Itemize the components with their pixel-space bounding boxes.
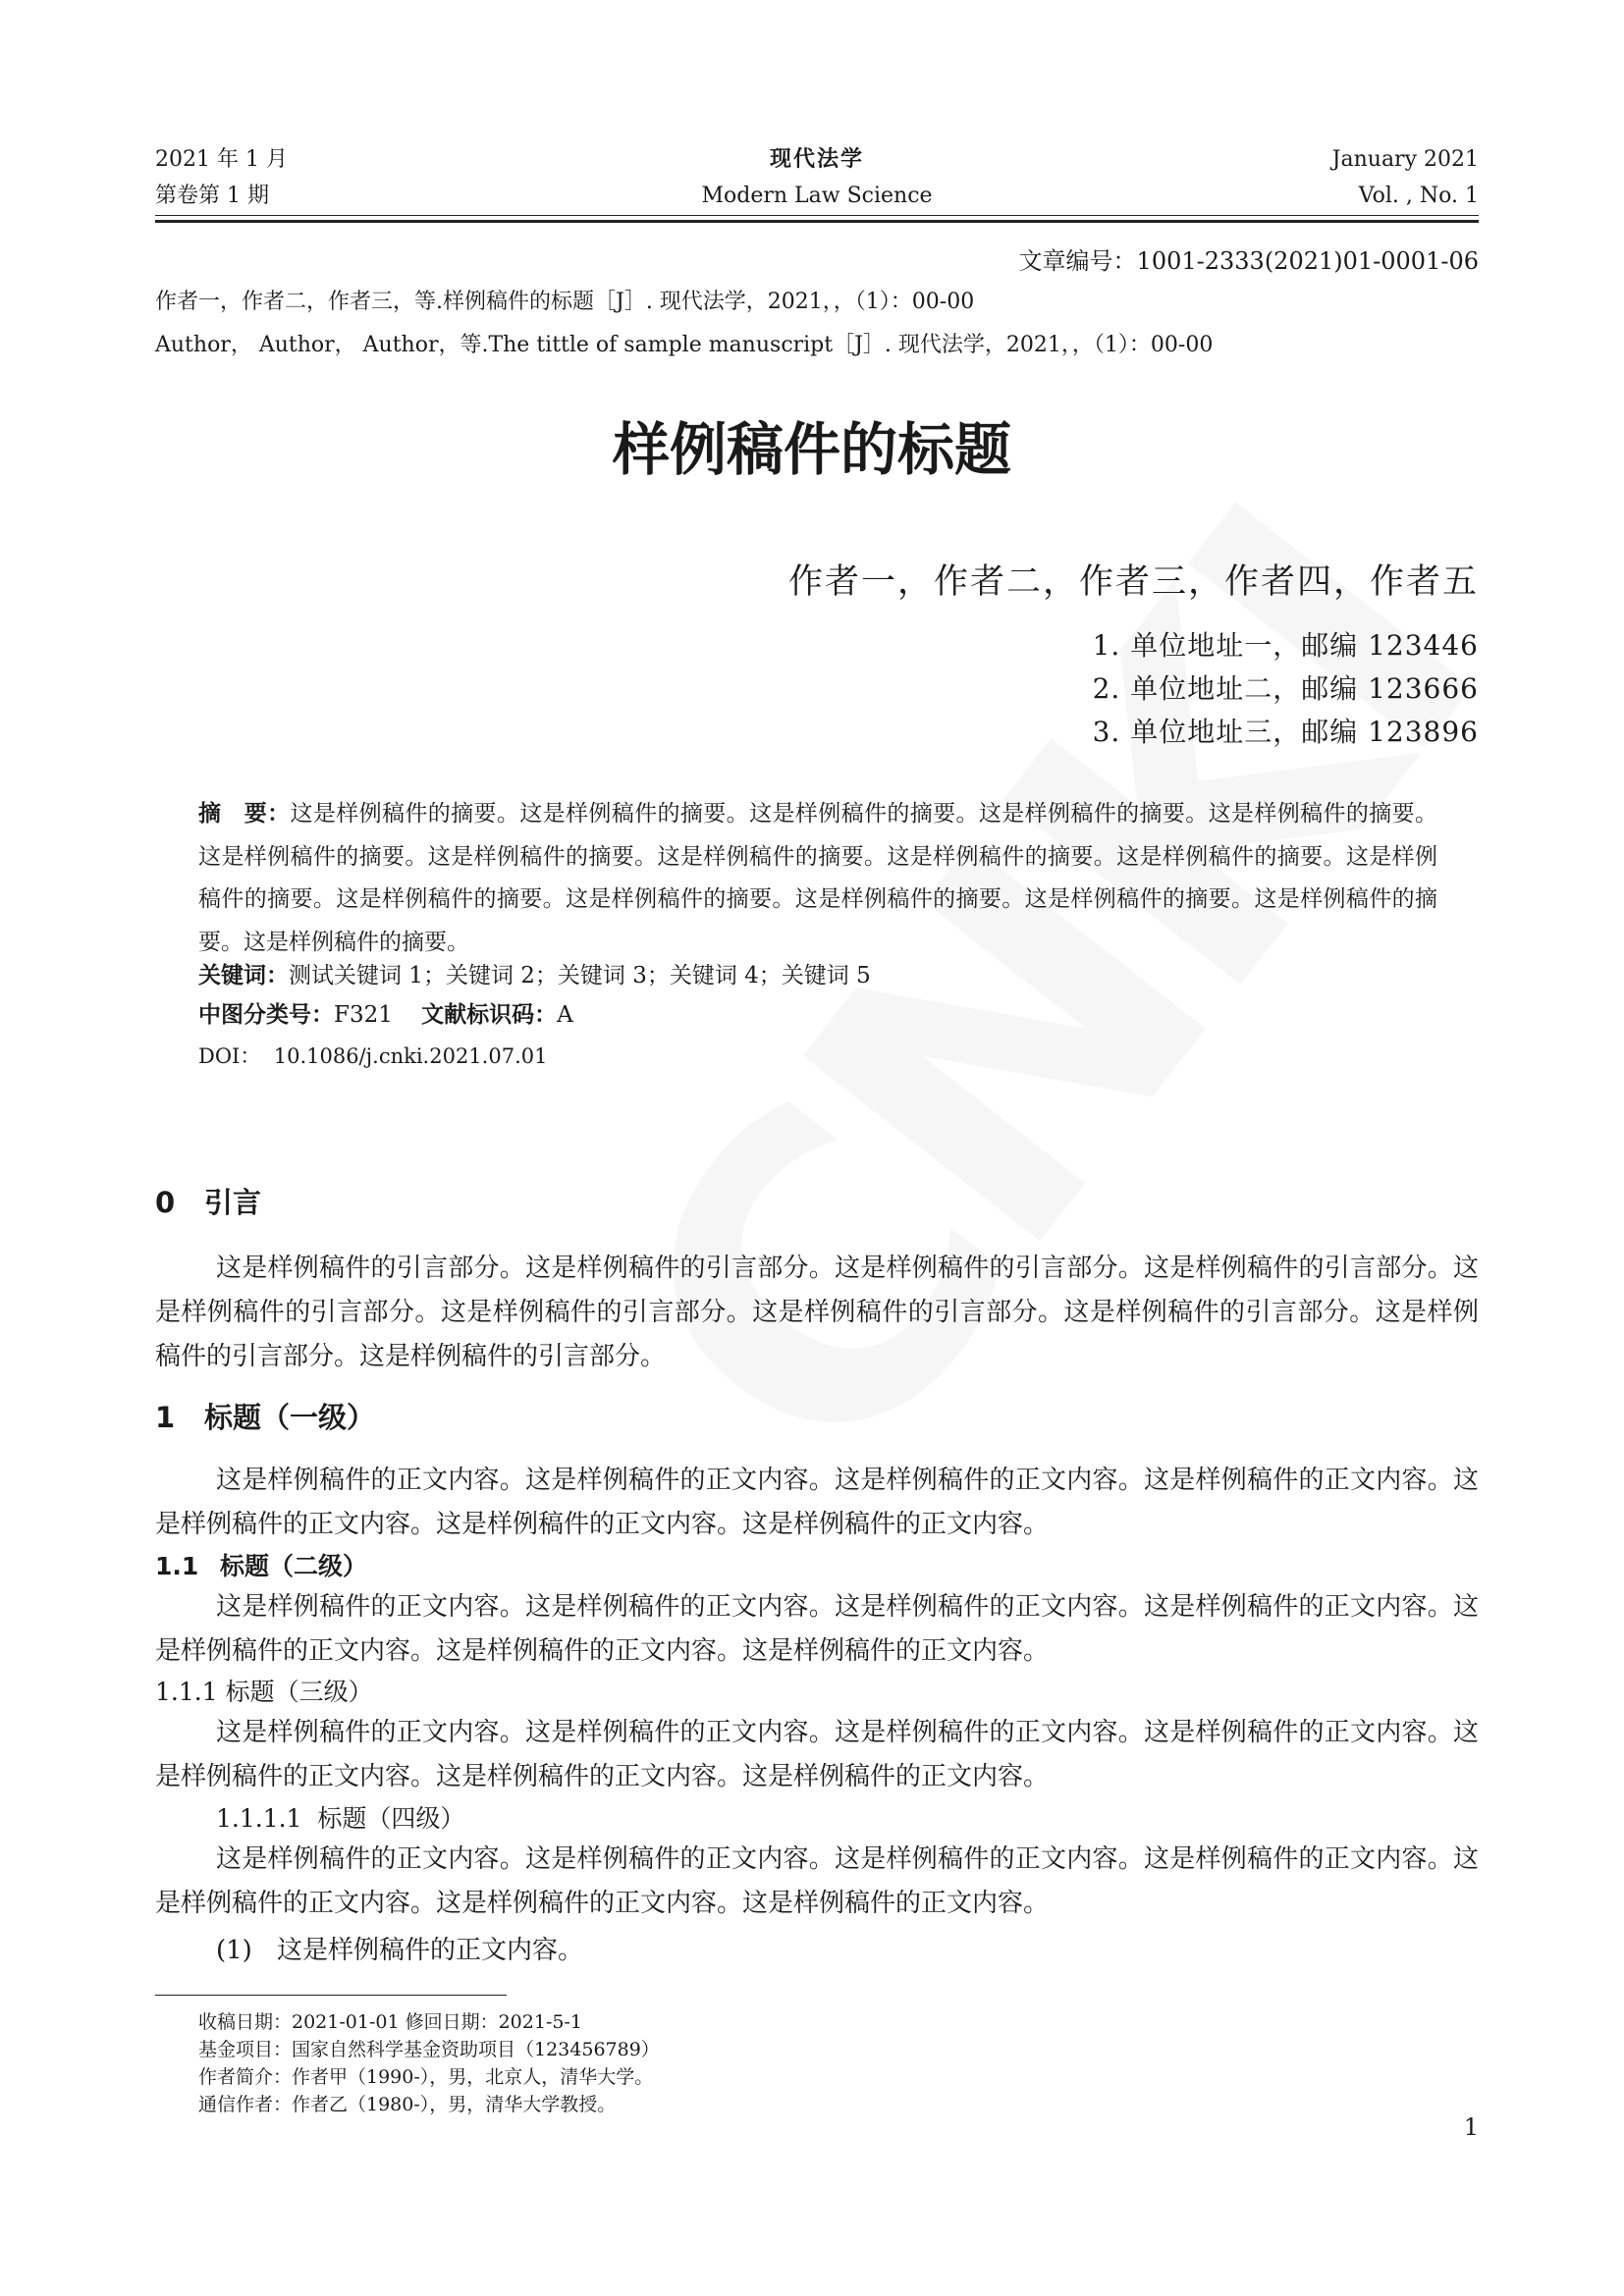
doi-label: DOI： (198, 1044, 261, 1068)
body-paragraph-level-1: 这是样例稿件的正文内容。这是样例稿件的正文内容。这是样例稿件的正文内容。这是样例稿件的正文内容。这是样例稿件的正文内容。这是样例稿件的正文内容。这是样例稿件的正文内容。 (155, 1466, 1479, 1539)
affiliation-1: 1. 单位地址一，邮编 123446 (1092, 629, 1479, 662)
body-paragraph-level-3: 这是样例稿件的正文内容。这是样例稿件的正文内容。这是样例稿件的正文内容。这是样例稿件的正文内容。这是样例稿件的正文内容。这是样例稿件的正文内容。这是样例稿件的正文内容。 (155, 1718, 1479, 1791)
section-heading-level-1 (155, 1398, 375, 1437)
header-journal-en: Modern Law Science (701, 184, 933, 208)
section-title: 标题（三级） (225, 1678, 373, 1706)
keywords-label: 关键词： (198, 963, 289, 988)
page-number: 1 (1463, 2113, 1479, 2141)
page-title: 样例稿件的标题 (612, 416, 1011, 483)
citation-cn: 作者一，作者二，作者三，等.样例稿件的标题［J］. 现代法学，2021，，（1）：00-00 (155, 290, 975, 314)
running-header-row-2 (155, 182, 1479, 211)
section-number: 1 (155, 1401, 176, 1434)
abstract-text: 这是样例稿件的摘要。这是样例稿件的摘要。这是样例稿件的摘要。这是样例稿件的摘要。这是样例稿件的摘要。这是样例稿件的摘要。这是样例稿件的摘要。这是样例稿件的摘要。这是样例稿件的摘要。这是样例稿件的摘要。这是样例稿件的摘要。这是样例稿件的摘要。这是样例稿件的摘要。这是样例稿件的摘要。这是样例稿件的摘要。这是样例稿件的摘要。这是样例稿件的摘要。 (198, 801, 1438, 955)
running-header-row-1 (155, 145, 1479, 175)
intro-paragraph: 这是样例稿件的引言部分。这是样例稿件的引言部分。这是样例稿件的引言部分。这是样例稿件的引言部分。这是样例稿件的引言部分。这是样例稿件的引言部分。这是样例稿件的引言部分。这是样例稿件的引言部分。这是样例稿件的引言部分。这是样例稿件的引言部分。 (155, 1254, 1479, 1371)
doi-value: 10.1086/j.cnki.2021.07.01 (273, 1044, 548, 1068)
affiliation-3: 3. 单位地址三，邮编 123896 (1092, 716, 1479, 748)
header-rule-thick (155, 220, 1479, 223)
article-number (1019, 245, 1479, 277)
clc-label: 中图分类号： (198, 1002, 334, 1028)
section-number: 1.1.1.1 (216, 1804, 302, 1833)
doc-code-value: A (557, 1002, 573, 1028)
article-number-label: 文章编号： (1018, 247, 1137, 275)
clc-value: F321 (334, 1002, 393, 1028)
affiliation-2: 2. 单位地址二，邮编 123666 (1092, 672, 1479, 705)
footnote-author-bio: 作者简介：作者甲（1990-），男，北京人，清华大学。 (198, 2066, 654, 2088)
header-issue-en: Vol. , No. 1 (1358, 184, 1479, 208)
section-heading-level-4 (216, 1801, 464, 1837)
list-item-text: 这是样例稿件的正文内容。 (277, 1936, 584, 1965)
section-heading-intro (155, 1183, 261, 1222)
section-number: 1.1 (155, 1552, 199, 1580)
section-title: 标题（四级） (317, 1804, 465, 1833)
footnote-received: 收稿日期：2021-01-01 修回日期：2021-5-1 (198, 2011, 582, 2033)
author-list: 作者一，作者二，作者三，作者四，作者五 (787, 562, 1479, 602)
body-paragraph-level-2: 这是样例稿件的正文内容。这是样例稿件的正文内容。这是样例稿件的正文内容。这是样例稿件的正文内容。这是样例稿件的正文内容。这是样例稿件的正文内容。这是样例稿件的正文内容。 (155, 1592, 1479, 1666)
doi (198, 1039, 547, 1074)
section-number: 0 (155, 1186, 176, 1219)
section-title: 引言 (204, 1186, 262, 1219)
footnote-funding: 基金项目：国家自然科学基金资助项目（123456789） (198, 2039, 660, 2060)
doc-code-label: 文献标识码： (421, 1002, 558, 1028)
body-paragraph-level-4: 这是样例稿件的正文内容。这是样例稿件的正文内容。这是样例稿件的正文内容。这是样例稿件的正文内容。这是样例稿件的正文内容。这是样例稿件的正文内容。这是样例稿件的正文内容。 (155, 1844, 1479, 1918)
section-heading-level-2 (155, 1549, 367, 1584)
section-number: 1.1.1 (155, 1678, 218, 1706)
keywords-text: 测试关键词 1；关键词 2；关键词 3；关键词 4；关键词 5 (289, 963, 871, 988)
classification (198, 997, 573, 1033)
header-date-cn: 2021 年 1 月 (155, 147, 288, 172)
header-journal-cn: 现代法学 (769, 147, 864, 172)
list-item-number: (1) (216, 1936, 252, 1965)
abstract (198, 793, 1437, 964)
header-rule-thin (155, 215, 1479, 216)
footnote-rule (155, 1995, 507, 1996)
article-number-value: 1001-2333(2021)01-0001-06 (1136, 247, 1479, 275)
section-title: 标题（二级） (220, 1552, 368, 1580)
header-date-en: January 2021 (1331, 147, 1479, 172)
abstract-label: 摘 要： (198, 801, 291, 827)
header-issue-cn: 第卷第 1 期 (155, 184, 269, 208)
keywords (198, 958, 871, 993)
section-title: 标题（一级） (204, 1401, 376, 1434)
footnote-corresponding: 通信作者：作者乙（1980-），男，清华大学教授。 (198, 2094, 617, 2115)
citation-en: Author， Author， Author，等.The tittle of sample manuscript［J］. 现代法学，2021，，（1）：00-00 (155, 333, 1214, 357)
section-heading-level-3 (155, 1675, 373, 1710)
list-item (216, 1931, 583, 1970)
